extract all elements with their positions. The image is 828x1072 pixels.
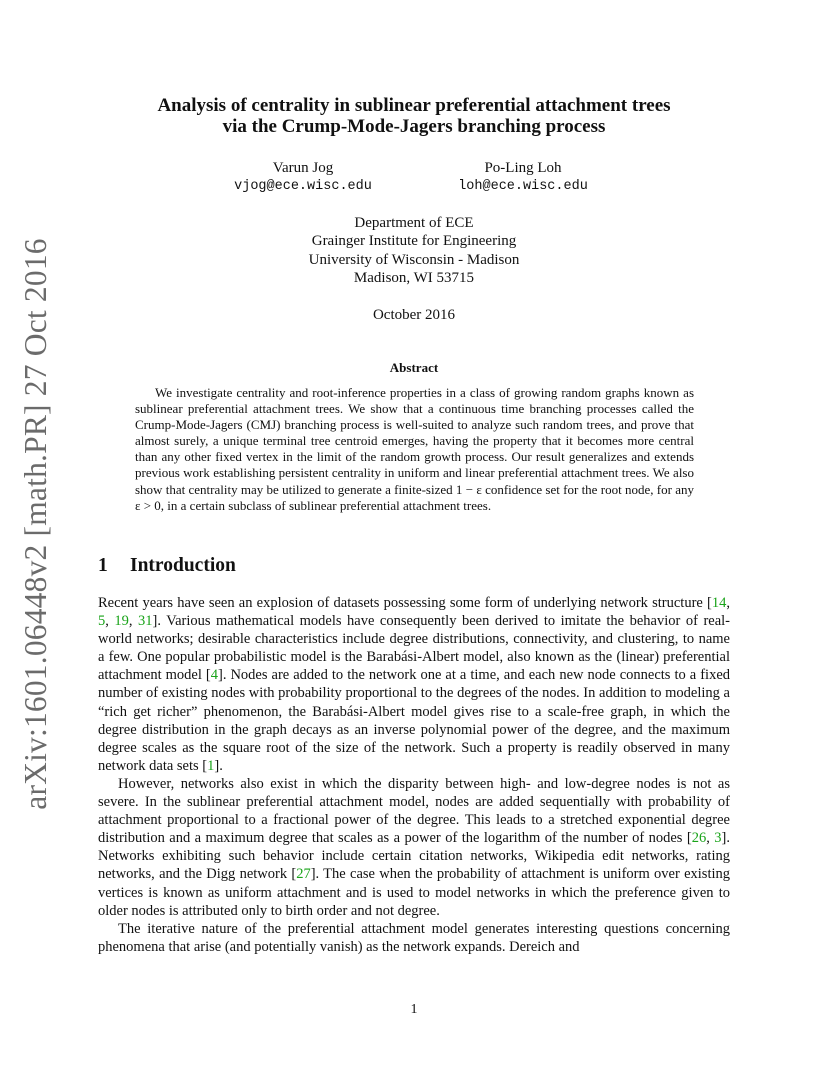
author-email: loh@ece.wisc.edu [458, 179, 588, 194]
abstract-text: We investigate centrality and root-inference properties in a class of growing random graphs known as sublinear preferential attachment trees. We show that a continuous time branching processes called the Crump-Mode-Jagers (CMJ) branching process is well-suited to analyze such random trees, and prove that almost surely, a unique terminal tree centroid emerges, having the property that it becomes more central than any other fixed vertex in the limit of the random growth process. Our result generalizes and extends previous work establishing persistent centrality in uniform and linear preferential attachment trees. We also show that centrality may be utilized to generate a finite-sized 1 − ε confidence set for the root node, for any ε > 0, in a certain subclass of sublinear preferential attachment trees. [135, 385, 694, 513]
arxiv-stamp-text: arXiv:1601.06448v2 [math.PR] 27 Oct 2016 [18, 238, 53, 810]
text-run: ]. Nodes are added to the network one at a time, and each new node connects to a fixed number of existing nodes with probability proportional to the degrees of the nodes. In addition to modeling a “rich get richer” phenomenon, the Barabási-Albert model gives rise to a scale-free graph, in which the degree distribution in the graph decays as an inverse polynomial power of the degree, and the maximum degree scales as the square root of the size of the network. Such a property is readily observed in many network data sets [ [98, 667, 731, 774]
citation-link[interactable]: 27 [296, 866, 311, 883]
citation-link[interactable]: 3 [714, 830, 722, 847]
affiliation-line: University of Wisconsin - Madison [308, 251, 520, 268]
affiliation-line: Grainger Institute for Engineering [311, 233, 517, 250]
citation-link[interactable]: 5 [98, 613, 106, 630]
text-run: ]. The case when the probability of attachment is uniform over existing vertices is known as uniform attachment and is used to model networks in which the preference given to older nodes is attributed only to birth order and not degree. [98, 866, 731, 919]
paragraph: Recent years have seen an explosion of datasets possessing some form of underlying network structure [14, 5, 19, 31]. Various mathematical models have consequently been derived to imitate the behavior of real-world networks; desirable characteristics include degree distributions, connectivity, and clustering, to name a few. One popular probabilistic model is the Barabási-Albert model, also known as the (linear) preferential attachment model [4]. Nodes are added to the network one at a time, and each new node connects to a fixed number of existing nodes with probability proportional to the degrees of the nodes. In addition to modeling a “rich get richer” phenomenon, the Barabási-Albert model gives rise to a scale-free graph, in which the degree distribution in the graph decays as an inverse polynomial power of the degree, and the maximum degree scales as the square root of the size of the network. Such a property is readily observed in many network data sets [1]. [98, 595, 731, 774]
section-heading [98, 555, 236, 577]
title-line-2: via the Crump-Mode-Jagers branching process [222, 116, 606, 137]
author-1 [193, 159, 413, 197]
paragraph: However, networks also exist in which the disparity between high- and low-degree nodes is not as severe. In the sublinear preferential attachment model, nodes are added sequentially with probability of attachment proportional to a fractional power of the degree. This leads to a stretched exponential degree distribution and a maximum degree that scales as a power of the logarithm of the number of nodes [26, 3]. Networks exhibiting such behavior include certain citation networks, Wikipedia edit networks, rating networks, and the Digg network [27]. The case when the probability of attachment is uniform over existing vertices is known as uniform attachment and is used to model networks in which the preference given to older nodes is attributed only to birth order and not degree. [98, 775, 731, 919]
text-run: However, networks also exist in which the disparity between high- and low-degree nodes is not as severe. In the sublinear preferential attachment model, nodes are added sequentially with probability of attachment proportional to a fractional power of the degree. This leads to a stretched exponential degree distribution and a maximum degree that scales as a power of the logarithm of the number of nodes [ [98, 775, 730, 847]
page-number: 1 [410, 1002, 418, 1017]
author-2 [413, 159, 633, 197]
body-text [98, 594, 730, 956]
affiliation-line: Department of ECE [354, 215, 474, 231]
text-run: ]. Various mathematical models have consequently been derived to imitate the behavior of real-world networks; desirable characteristics include degree distributions, connectivity, and clustering, to name a few. One popular probabilistic model is the Barabási-Albert model, also known as the (linear) preferential attachment model [ [98, 613, 730, 684]
title-line-1: Analysis of centrality in sublinear preferential attachment trees [157, 95, 671, 116]
paragraph: The iterative nature of the preferential attachment model generates interesting questions concerning phenomena that arise (and potentially vanish) as the network expands. Dereich and [98, 920, 730, 955]
author-email: vjog@ece.wisc.edu [234, 179, 372, 194]
abstract-heading: Abstract [389, 360, 439, 375]
author-name: Varun Jog [272, 160, 334, 176]
paper-title [0, 95, 828, 137]
text-run: ]. [214, 757, 223, 774]
arxiv-stamp [6, 238, 66, 810]
citation-link[interactable]: 14 [711, 595, 727, 611]
paper-date: October 2016 [372, 307, 456, 323]
text-run: ]. Networks exhibiting such behavior include certain citation networks, Wikipedia edit networks, rating networks, and the Digg network [ [98, 830, 731, 883]
text-run: Recent years have seen an explosion of datasets possessing some form of underlying network structure [ [98, 595, 712, 611]
citation-link[interactable]: 19 [114, 613, 129, 630]
section-number: 1 [98, 555, 108, 576]
citation-link[interactable]: 26 [691, 830, 707, 847]
author-name: Po-Ling Loh [484, 160, 562, 176]
citation-link[interactable]: 1 [207, 757, 215, 774]
citation-link[interactable]: 4 [210, 667, 218, 684]
section-title: Introduction [130, 555, 236, 576]
affiliation [0, 214, 828, 287]
citation-link[interactable]: 31 [138, 613, 153, 630]
affiliation-line: Madison, WI 53715 [353, 269, 475, 286]
